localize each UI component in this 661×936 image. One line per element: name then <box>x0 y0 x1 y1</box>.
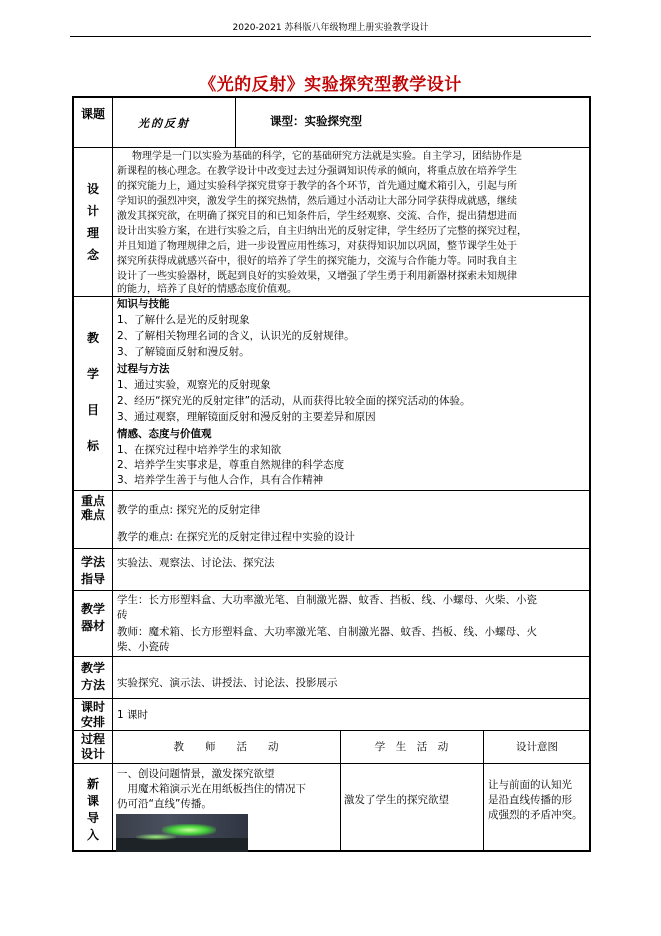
design-label: 设计理念 <box>86 182 99 262</box>
goal-item: 2、经历“探究光的反射定律”的活动，从而获得比较全面的探究活动的体验。 <box>117 395 471 407</box>
design-line: 的探究能力上，通过实验科学探究贯穿于教学的各个环节，首先通过魔术箱引入，引起与所 <box>117 181 517 192</box>
difficult-point-label: 教学的难点: <box>117 531 174 543</box>
topic-value: 光的反射 <box>138 117 190 130</box>
design-line: 学知识的强烈冲突，激发学生的探究热情，然后通过小活动让大部分同学获得成就感，继续 <box>117 196 517 207</box>
col-teacher-header: 教 师 活 动 <box>173 741 279 753</box>
process-label: 过程设计 <box>80 732 105 761</box>
difficult-point <box>117 530 355 545</box>
teaching-method-text: 实验探究、演示法、讲授法、讨论法、投影展示 <box>117 677 338 689</box>
design-line: 探究所获得成就感兴奋中，很好的培养了学生的探究能力，交流与合作能力等。同时我自主 <box>117 256 517 267</box>
key-point-label: 教学的重点: <box>117 504 174 516</box>
goal-item: 2、培养学生实事求是，尊重自然规律的科学态度 <box>117 459 345 471</box>
goal-item: 1、在探究过程中培养学生的求知欲 <box>117 444 282 456</box>
magic-box-photo <box>116 814 248 852</box>
teacher-equipment: 教师：魔术箱、长方形塑料盒、大功率激光笔、自制激光器、蚊香、挡板、线、小螺母、火 <box>117 626 537 638</box>
intro-student-activity: 激发了学生的探究欲望 <box>344 794 449 806</box>
topic-label: 课题 <box>80 107 105 121</box>
equipment-label: 教学器材 <box>80 602 105 633</box>
student-equipment-cont: 砖 <box>117 609 128 621</box>
col-intent-header: 设计意图 <box>516 741 558 753</box>
student-equipment: 学生：长方形塑料盒、大功率激光笔、自制激光器、蚊香、挡板、线、小螺母、火柴、小瓷 <box>117 594 537 606</box>
document-title: 《光的反射》实验探究型教学设计 <box>199 75 462 95</box>
teacher-equipment-cont: 柴、小瓷砖 <box>117 641 170 653</box>
goal-item: 3、培养学生善于与他人合作，具有合作精神 <box>117 474 324 486</box>
lesson-type: 课型：实验探究型 <box>270 114 362 128</box>
goal-item: 3、通过观察，理解镜面反射和漫反射的主要差异和原因 <box>117 411 376 423</box>
time-label: 课时安排 <box>80 700 105 729</box>
key-label: 重点难点 <box>80 494 105 522</box>
intro-teacher-line: 仍可沿“直线”传播。 <box>117 798 212 810</box>
col-student-header: 学 生 活 动 <box>374 741 449 753</box>
goal-heading: 情感、态度与价值观 <box>117 428 212 440</box>
design-line: 的能力，培养了良好的情感态度价值观。 <box>117 284 297 295</box>
difficult-point-text: 在探究光的反射定律过程中实验的设计 <box>176 531 355 543</box>
design-line: 设计了一些实验器材，既起到良好的实验效果，又增强了学生勇于利用新器材探索未知规律 <box>117 271 517 282</box>
goals-label: 教学目标 <box>86 331 99 453</box>
teaching-method-label: 教学方法 <box>80 661 105 692</box>
method-text: 实验法、观察法、讨论法、探究法 <box>117 557 275 569</box>
goal-heading: 知识与技能 <box>117 298 170 310</box>
design-line: 并且知道了物理规律之后，进一步设置应用性练习，对获得知识加以巩固，整节课学生处于 <box>117 241 517 252</box>
goal-item: 3、了解镜面反射和漫反射。 <box>117 346 250 358</box>
intro-teacher-line: 一、创设问题情景，激发探究欲望 <box>117 768 275 780</box>
intro-teacher-line: 用魔术箱演示光在用纸板挡住的情况下 <box>117 783 306 795</box>
page-header: 2020-2021 苏科版八年级物理上册实验教学设计 <box>70 20 591 37</box>
intro-intent-line: 成强烈的矛盾冲突。 <box>488 809 583 821</box>
key-point <box>117 503 260 518</box>
goal-item: 1、通过实验，观察光的反射现象 <box>117 379 271 391</box>
goal-item: 2、了解相关物理名词的含义，认识光的反射规律。 <box>117 330 355 342</box>
time-text: 1 课时 <box>117 709 149 721</box>
design-line: 激发其探究欲，在明确了探究目的和已知条件后，学生经观察、交流、合作，提出猜想进而 <box>117 211 517 222</box>
design-line: 新课程的核心理念。在教学设计中改变过去过分强调知识传承的倾向，将重点放在培养学生 <box>117 166 517 177</box>
design-line: 设计出实验方案，在进行实验之后，自主归纳出光的反射定律，学生经历了完整的探究过程， <box>117 226 527 237</box>
method-label: 学法指导 <box>80 555 105 586</box>
key-point-text: 探究光的反射定律 <box>176 504 261 516</box>
intro-intent-line: 让与前面的认知光 <box>488 779 572 791</box>
design-line: 物理学是一门以实验为基础的科学，它的基础研究方法就是实验。自主学习，团结协作是 <box>132 151 522 162</box>
goal-item: 1、了解什么是光的反射现象 <box>117 314 250 326</box>
goal-heading: 过程与方法 <box>117 363 170 375</box>
intro-intent-line: 是沿直线传播的形 <box>488 794 572 806</box>
intro-label: 新课导入 <box>86 777 99 842</box>
